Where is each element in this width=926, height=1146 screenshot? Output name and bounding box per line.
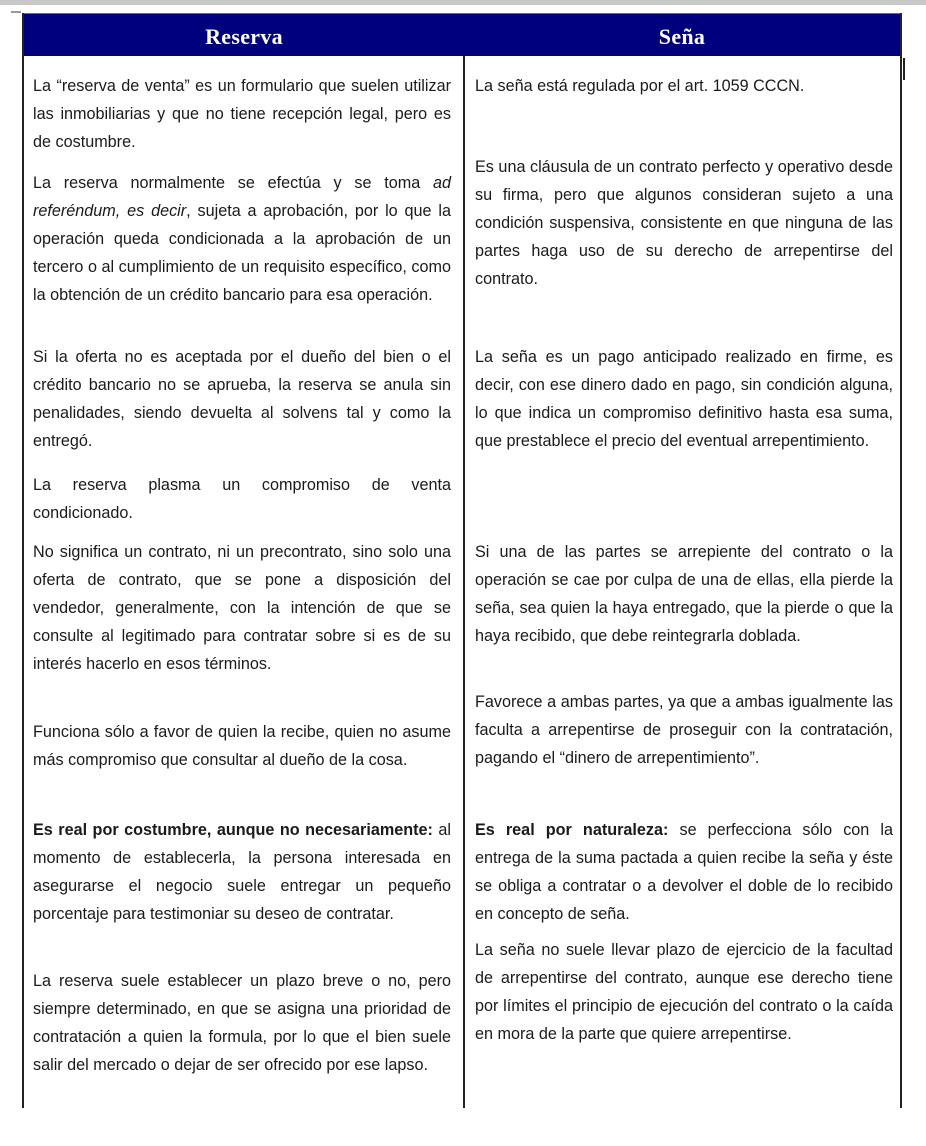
sena-paragraph: Es una cláusula de un contrato perfecto y operativo desde su firma, pero que algunos consideran sujeto a una condición suspensiva, consistente en que ninguna de las partes haga uso de su derecho de arrepentirse del contrato. xyxy=(475,158,893,288)
sena-paragraph: Favorece a ambas partes, ya que a ambas igualmente las faculta a arrepentirse de proseguir con la contratación, pagando el “dinero de arrepentimiento”. xyxy=(475,693,893,767)
paragraph-text: al momento de establecerla, la persona interesada en asegurarse el negocio suele entregar un pequeño porcentaje para testimoniar su deseo de contratar. xyxy=(33,821,451,923)
reserva-paragraph xyxy=(33,169,451,309)
reserva-paragraph: La reserva plasma un compromiso de venta condicionado. xyxy=(33,476,451,522)
reserva-paragraph: La reserva suele establecer un plazo breve o no, pero siempre determinado, en que se asigna una prioridad de contratación a quien la formula, por lo que el bien suele salir del mercado o dejar de ser ofrecido por ese lapso. xyxy=(33,972,451,1074)
header-reserva: Reserva xyxy=(205,24,283,49)
paragraph-bold-lead: Es real por naturaleza: xyxy=(475,821,669,839)
top-gray-strip xyxy=(0,0,926,5)
text-cursor-mark xyxy=(903,58,905,80)
paragraph-bold-lead: Es real por costumbre, aunque no necesariamente: xyxy=(33,821,433,839)
sena-paragraph: Si una de las partes se arrepiente del contrato o la operación se cae por culpa de una de ellas, ella pierde la seña, sea quien la haya entregado, que la pierde o que la haya recibido, que debe reintegrarla doblada. xyxy=(475,543,893,645)
paragraph-text: , sujeta a aprobación, por lo que la operación queda condicionada a la aprobación de un tercero o al cumplimiento de un requisito específico, como la obtención de un crédito bancario para esa operación. xyxy=(33,202,451,304)
reserva-paragraph: Si la oferta no es aceptada por el dueño del bien o el crédito bancario no se aprueba, la reserva se anula sin penalidades, siendo devuelta al solvens tal y como la entregó. xyxy=(33,348,451,450)
reserva-paragraph: La “reserva de venta” es un formulario que suelen utilizar las inmobiliarias y que no tiene recepción legal, pero es de costumbre. xyxy=(33,77,451,151)
corner-mark xyxy=(11,11,21,13)
reserva-paragraph: Funciona sólo a favor de quien la recibe, quien no asume más compromiso que consultar al dueño de la cosa. xyxy=(33,723,451,769)
column-divider xyxy=(463,56,465,1108)
sena-paragraph: La seña es un pago anticipado realizado en firme, es decir, con ese dinero dado en pago, sin condición alguna, lo que indica un compromiso definitivo hasta esa suma, que prestablece el precio del eventual arrepentimiento. xyxy=(475,348,893,450)
table-header xyxy=(24,13,900,56)
paragraph-text: La reserva normalmente se efectúa y se toma xyxy=(33,174,433,192)
header-sena: Seña xyxy=(658,24,706,49)
sena-paragraph: La seña está regulada por el art. 1059 CCCN. xyxy=(475,77,805,95)
sena-paragraph xyxy=(475,816,893,928)
paragraph-italic-text: ad referéndum, es decir xyxy=(33,174,451,220)
paragraph-text: se perfecciona sólo con la entrega de la suma pactada a quien recibe la seña y éste se obliga a contratar o a devolver el doble de lo recibido en concepto de seña. xyxy=(475,821,893,923)
reserva-paragraph xyxy=(33,816,451,928)
reserva-paragraph: No significa un contrato, ni un precontrato, sino solo una oferta de contrato, que se pone a disposición del vendedor, generalmente, con la intención de que se consulte al legitimado para contratar sobre si es de su interés hacerlo en esos términos. xyxy=(33,543,451,673)
sena-paragraph: La seña no suele llevar plazo de ejercicio de la facultad de arrepentirse del contrato, aunque ese derecho tiene por límites el principio de ejecución del contrato o la caída en mora de la parte que quiere arrepentirse. xyxy=(475,941,893,1043)
